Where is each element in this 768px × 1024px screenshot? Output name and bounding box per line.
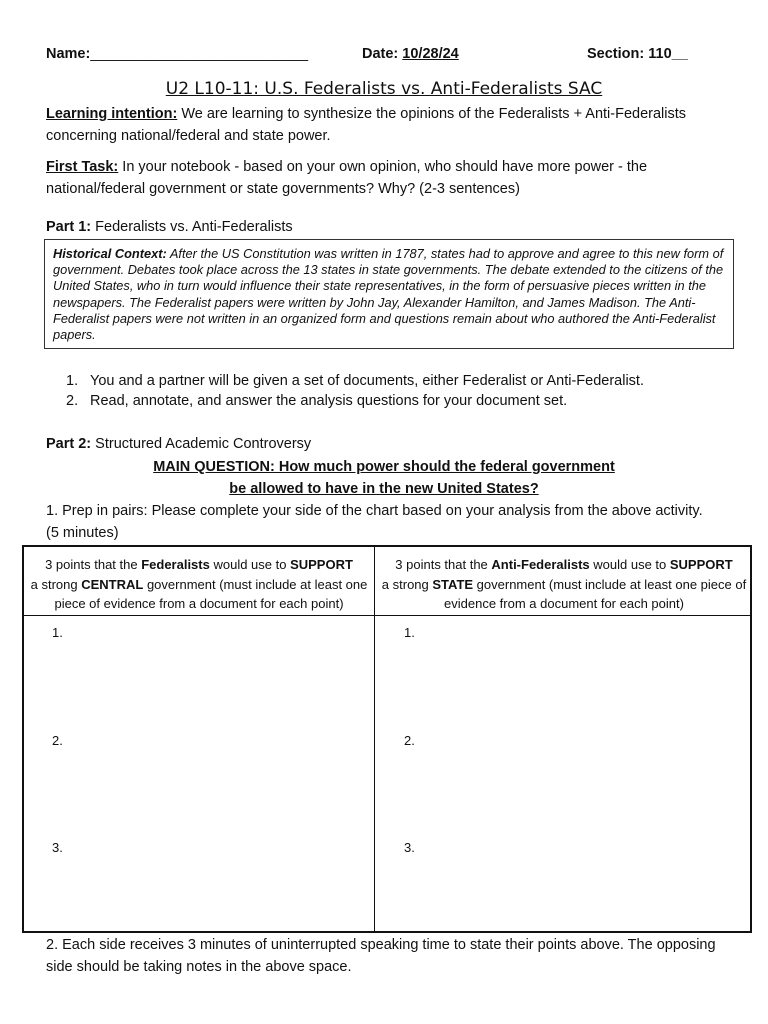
- federalists-column-header: [26, 555, 372, 614]
- step-text: You and a partner will be given a set of documents, either Federalist or Anti-Federalist.: [90, 373, 644, 389]
- main-question-line1: MAIN QUESTION: How much power should the federal government: [153, 459, 615, 475]
- name-label: Name:: [46, 46, 91, 62]
- chart-row-divider: [24, 615, 750, 616]
- speaking-instructions: 2. Each side receives 3 minutes of uninterrupted speaking time to state their points above. The opposing side should be taking notes in the above space.: [46, 937, 716, 975]
- learning-intention-label: Learning intention:: [46, 106, 178, 122]
- step-number: 1.: [66, 373, 79, 389]
- part1-text: Federalists vs. Anti-Federalists: [91, 219, 293, 235]
- header-text: would use to: [209, 557, 291, 572]
- header-emphasis: CENTRAL: [81, 576, 144, 592]
- learning-intention-text: We are learning to synthesize the opinions of the Federalists + Anti-Federalists concerning national/federal and state power.: [46, 106, 687, 144]
- learning-intention: [46, 103, 736, 147]
- name-field[interactable]: [46, 46, 308, 62]
- header-emphasis: STATE: [432, 576, 474, 592]
- anti-federalists-column-header: [378, 555, 750, 614]
- header-text: a strong: [30, 576, 82, 592]
- header-text: government (must include at least one piece of evidence from a document for each point): [444, 576, 747, 611]
- header-text: 3 points that the: [395, 557, 492, 572]
- anti-federalist-point-2[interactable]: 2.: [404, 733, 415, 748]
- header-emphasis: SUPPORT: [669, 557, 733, 572]
- federalist-point-1[interactable]: 1.: [52, 625, 63, 640]
- step-number: 2.: [66, 393, 79, 409]
- header-text: 3 points that the: [45, 557, 142, 572]
- name-blank[interactable]: ___________________________: [90, 46, 309, 62]
- header-emphasis: SUPPORT: [290, 557, 353, 572]
- header-text: a strong: [381, 576, 433, 592]
- list-item: [66, 391, 706, 411]
- page-title: U2 L10-11: U.S. Federalists vs. Anti-Federalists SAC: [165, 79, 603, 99]
- part1-steps: [66, 371, 706, 411]
- historical-context-box: [44, 239, 734, 349]
- first-task-label: First Task:: [46, 159, 119, 175]
- main-question-line2: be allowed to have in the new United States?: [229, 480, 539, 497]
- historical-context-label: Historical Context:: [53, 246, 167, 261]
- section-label: Section:: [587, 46, 645, 62]
- date-field: [362, 46, 459, 62]
- list-item: [66, 371, 706, 391]
- step-text: Read, annotate, and answer the analysis questions for your document set.: [90, 393, 568, 409]
- date-label: Date:: [362, 46, 399, 62]
- date-value: 10/28/24: [402, 46, 459, 62]
- section-field: [587, 46, 688, 62]
- first-task-text: In your notebook - based on your own opinion, who should have more power - the national/federal government or state governments? Why? (2-3 sentences): [46, 159, 648, 197]
- federalist-point-3[interactable]: 3.: [52, 840, 63, 855]
- header-text: would use to: [589, 557, 670, 572]
- worksheet-header: [46, 46, 706, 66]
- first-task: [46, 156, 736, 200]
- anti-federalist-point-1[interactable]: 1.: [404, 625, 415, 640]
- federalist-point-2[interactable]: 2.: [52, 733, 63, 748]
- header-text: government (must include at least one piece of evidence from a document for each point): [54, 576, 368, 611]
- part2-text: Structured Academic Controversy: [91, 436, 312, 452]
- part1-heading: [46, 216, 736, 238]
- section-value: 110__: [648, 46, 688, 62]
- part2-label: Part 2:: [46, 436, 92, 452]
- part1-label: Part 1:: [46, 219, 92, 235]
- chart-column-divider: [374, 547, 375, 931]
- sac-chart: [22, 545, 752, 933]
- header-emphasis: Anti-Federalists: [491, 557, 590, 572]
- anti-federalist-point-3[interactable]: 3.: [404, 840, 415, 855]
- part2-heading: [46, 433, 736, 455]
- prep-instructions: 1. Prep in pairs: Please complete your side of the chart based on your analysis from the above activity. (5 minutes): [46, 503, 703, 541]
- header-emphasis: Federalists: [141, 557, 210, 572]
- main-question: [0, 457, 768, 500]
- historical-context-text: After the US Constitution was written in 1787, states had to approve and agree to this new form of government. Debates took place across the 13 states in state governments. The debate extended to the citizens of the United States, who in turn would influence their state representatives, in the form of persuasive pieces written in the newspapers. The Federalist papers were written by John Jay, Alexander Hamilton, and James Madison. The Anti-Federalist papers were not written in an organized form and questions remain about who authored the Anti-Federalist papers.: [53, 246, 724, 343]
